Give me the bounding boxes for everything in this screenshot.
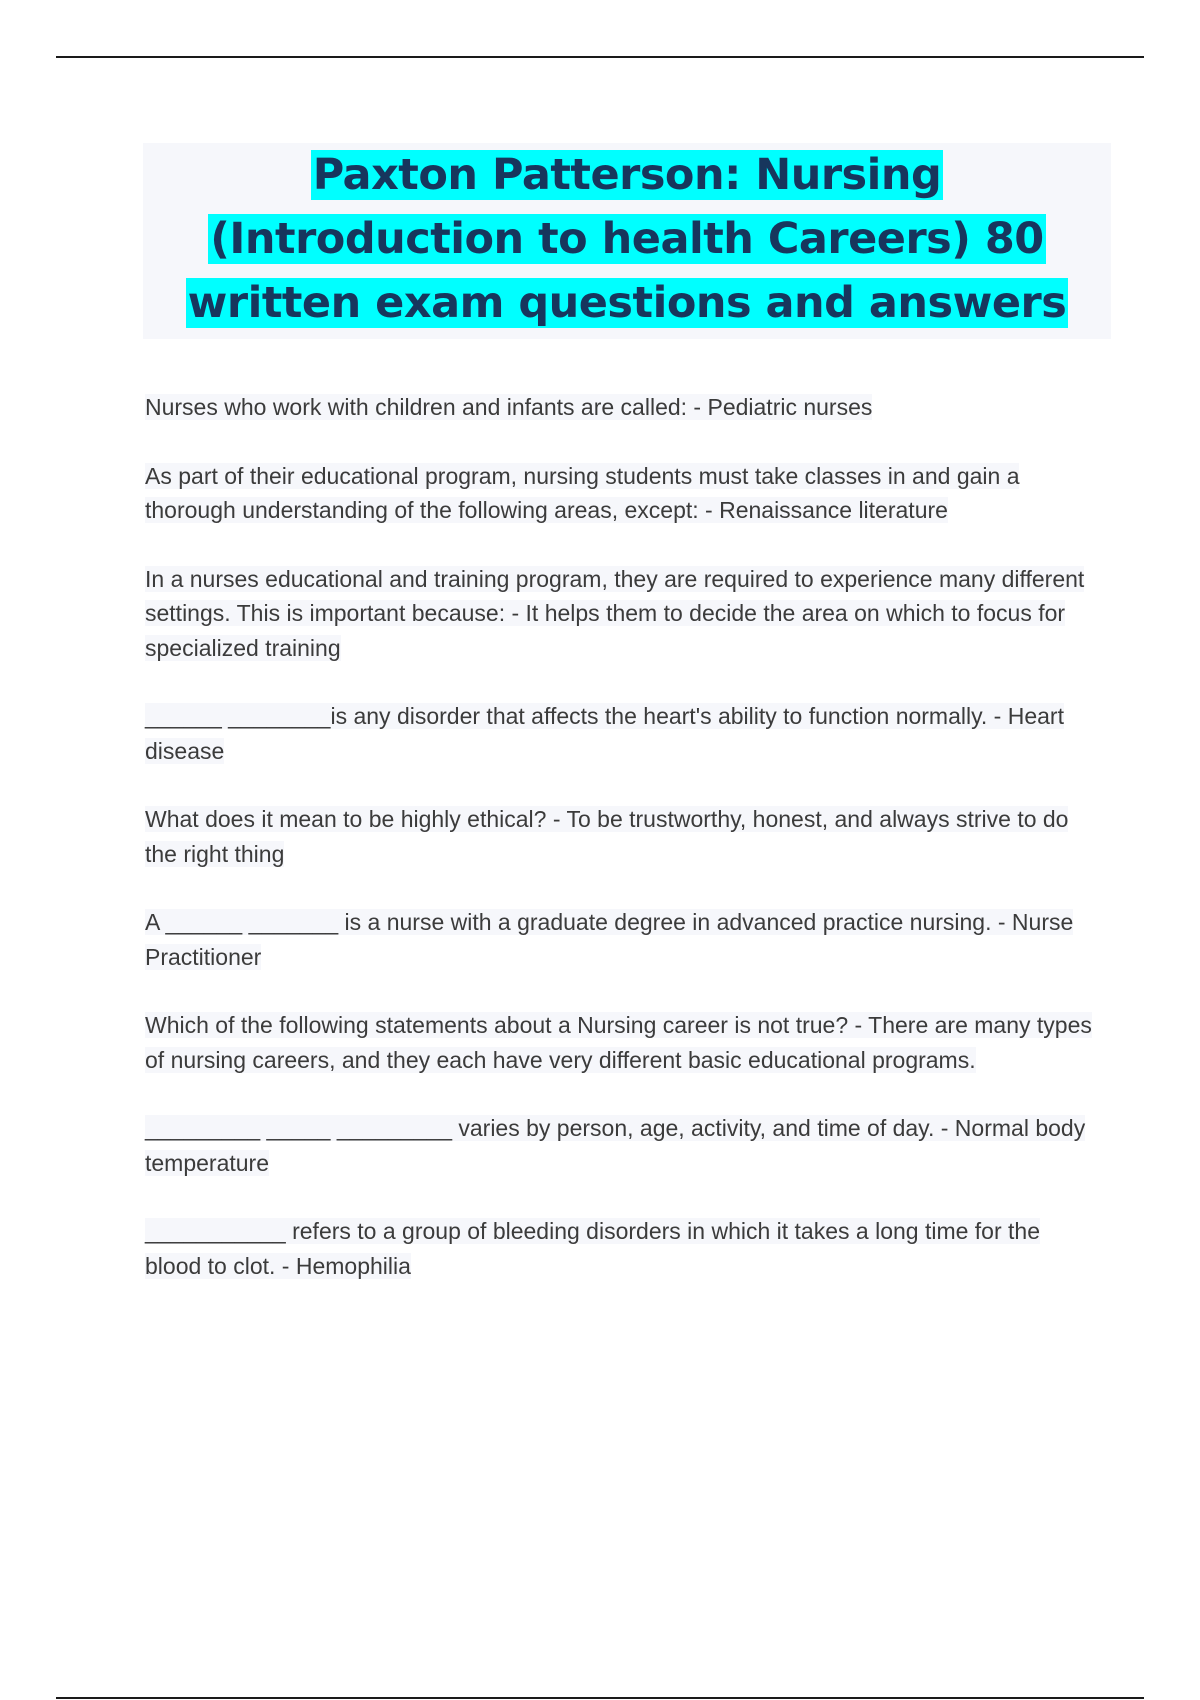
document-title-text: Paxton Patterson: Nursing (Introduction to health Careers) 80 written exam questions and answers: [187, 150, 1067, 328]
qa-text: As part of their educational program, nursing students must take classes in and gain a thorough understanding of the following areas, except: - Renaissance literature: [145, 462, 1020, 523]
qa-item: [145, 1111, 1095, 1180]
title-block: [143, 143, 1111, 339]
qa-text: _________ _____ _________ varies by person, age, activity, and time of day. - Normal body temperature: [145, 1115, 1086, 1176]
qa-item: [145, 1214, 1095, 1283]
qa-item: [145, 699, 1095, 768]
qa-text: What does it mean to be highly ethical? - To be trustworthy, honest, and always strive to do the right thing: [145, 806, 1069, 867]
qa-item: [145, 905, 1095, 974]
bottom-rule: [56, 1697, 1144, 1699]
question-answer-list: [145, 390, 1095, 1317]
qa-item: [145, 1008, 1095, 1077]
top-rule: [56, 56, 1144, 58]
qa-text: A ______ _______ is a nurse with a graduate degree in advanced practice nursing. - Nurse Practitioner: [145, 909, 1074, 970]
qa-text: Which of the following statements about a Nursing career is not true? - There are many types of nursing careers, and they each have very different basic educational programs.: [145, 1012, 1092, 1073]
qa-text: Nurses who work with children and infants are called: - Pediatric nurses: [145, 394, 873, 420]
qa-item: [145, 562, 1095, 666]
qa-text: In a nurses educational and training program, they are required to experience many different settings. This is important because: - It helps them to decide the area on which to focus for specialized training: [145, 565, 1085, 661]
qa-item: [145, 459, 1095, 528]
document-title: [153, 143, 1101, 335]
qa-text: ______ ________is any disorder that affects the heart's ability to function normally. - Heart disease: [145, 703, 1064, 764]
qa-item: [145, 802, 1095, 871]
qa-text: ___________ refers to a group of bleeding disorders in which it takes a long time for the blood to clot. - Hemophilia: [145, 1218, 1041, 1279]
qa-item: [145, 390, 1095, 425]
